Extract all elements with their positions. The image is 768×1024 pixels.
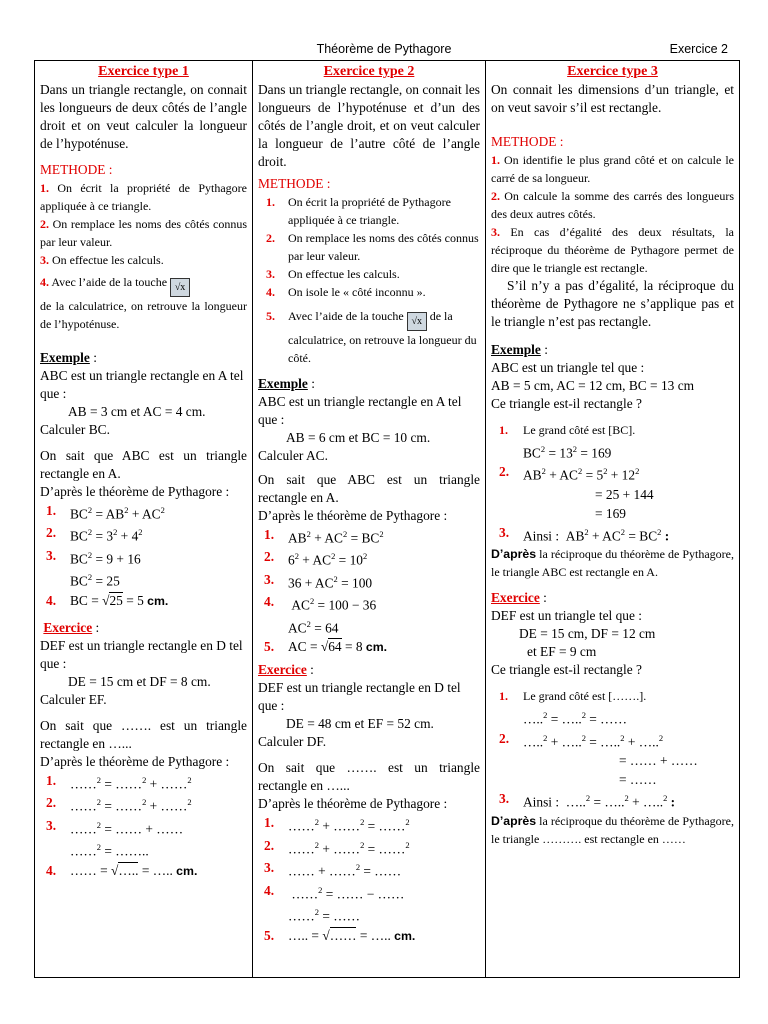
col1-step-3: 3. On effectue les calculs. — [40, 253, 164, 267]
col1-ex-q: Calculer EF. — [40, 691, 107, 707]
page-title: Théorème de Pythagore — [316, 42, 452, 56]
col3-exemple-data: AB = 5 cm, AC = 12 cm, BC = 13 cm — [491, 378, 695, 393]
col1-step-2: 2. On remplace les noms des côtés connus par leur valeur. — [40, 217, 247, 249]
col2-steps: 1. On écrit la propriété de Pythagore appliquée à ce triangle. 2. On remplace les noms des côtés connus par leur valeur. 3. On effectue les calculs. 4. On isole le « côté inconnu ». 5. Avec l’aide de la touche √x de la calculatrice, on retrouve la longueur du côté. — [266, 195, 479, 365]
col3-ex-conclusion: D’après la réciproque du théorème de Pythagore, le triangle ………. est rectangle en …… — [491, 813, 734, 846]
col1-step-4b: de la calculatrice, on retrouve la longueur de l’hypoténuse. — [40, 299, 247, 331]
col2-ex-data: DE = 48 cm et EF = 52 cm. — [286, 716, 434, 732]
col1-exemple-data: AB = 3 cm et AC = 4 cm. — [68, 404, 206, 419]
col2-ex-equations: 1. ……$^2$ + ……$^2$ = ……$^2$ 2. ……$^2$ + ……$^2$ = ……$^2$ 3. …… + ……$^2$ = …… 4. ……$^2$ = …… − …… ……$^2$ = …… 5. ….. = √…… = ….. cm. — [264, 815, 416, 943]
col1-sol-2: D’après le théorème de Pythagore : — [40, 484, 230, 499]
col1-exemple-text: ABC est un triangle rectangle en A tel que : — [40, 368, 244, 401]
col1-sol-1: On sait que ABC est un triangle rectangle en A. — [40, 448, 247, 481]
col2-methode: METHODE : — [258, 176, 331, 191]
col3-example-steps: 1. Le grand côté est [BC]. $BC^2 = 13^2 = 169$ 2. $AB^2 + AC^2 = 5^2 + 12^2$ = 25 + 144 = 169 3. Ainsi : $AB^2 + AC^2 = BC^2$ : — [499, 423, 670, 544]
col3-note: S’il n’y a pas d’égalité, la réciproque du théorème de Pythagore ne s’applique pas et le triangle n’est pas rectangle. — [491, 278, 734, 329]
col1-ex-data: DE = 15 cm et DF = 8 cm. — [68, 673, 211, 689]
col3-step-2: 2. On calcule la somme des carrés des longueurs des deux autres côtés. — [491, 189, 735, 221]
col2-exemple-data: AB = 6 cm et BC = 10 cm. — [286, 430, 431, 445]
sqrt-key-icon: √x — [170, 278, 190, 297]
col3-methode: METHODE : — [491, 134, 564, 149]
col1-methode: METHODE : — [40, 162, 113, 177]
column-1-title: Exercice type 1 — [98, 64, 189, 79]
col3-step-1: 1. On identifie le plus grand côté et on calcule le carré de sa longueur. — [491, 153, 735, 185]
col3-ex-data-1: DE = 15 cm, DF = 12 cm — [519, 626, 656, 642]
column-2-title: Exercice type 2 — [323, 64, 415, 79]
col3-exemple-text: ABC est un triangle tel que : — [491, 360, 645, 375]
col2-ex-text: DEF est un triangle rectangle en D tel que : — [258, 680, 461, 714]
column-type-2 — [253, 61, 486, 978]
col2-ex-q: Calculer DF. — [258, 734, 327, 750]
column-type-3 — [486, 61, 740, 978]
col2-exemple-label: Exemple : — [258, 376, 315, 391]
col1-equations: 1. $BC^2 = AB^2 + AC^2$ 2. $BC^2 = 3^2 + 4^2$ 3. $BC^2 = 9 + 16$ $BC^2 = 25$ 4. BC = √25 = 5 cm. — [46, 503, 169, 608]
worksheet-table — [34, 60, 740, 978]
col1-ex-sol-2: D’après le théorème de Pythagore : — [40, 753, 230, 769]
col3-exercise-steps: 1. Le grand côté est […….]. …..$^2$ = …..$^2$ = …… 2. …..$^2$ + …..$^2$ = …..$^2$ + …..$^2$ = …… + …… = …… 3. Ainsi : …..$^2$ = …..$^2$ + …..$^2$ : — [499, 689, 698, 810]
col2-exemple-q: Calculer AC. — [258, 448, 328, 463]
col3-exercice-label: Exercice : — [491, 590, 547, 606]
col3-exemple-q: Ce triangle est-il rectangle ? — [491, 396, 642, 411]
col2-exemple-text: ABC est un triangle rectangle en A tel que : — [258, 394, 462, 427]
col3-ex-q: Ce triangle est-il rectangle ? — [491, 662, 642, 678]
column-type-1 — [35, 61, 253, 978]
col3-conclusion: D’après la réciproque du théorème de Pythagore, le triangle ABC est rectangle en A. — [491, 547, 734, 580]
page-header — [0, 40, 768, 60]
col1-step-4: 4. Avec l’aide de la touche √x — [40, 273, 247, 297]
col3-exemple-label: Exemple : — [491, 342, 548, 357]
col3-intro: On connait les dimensions d’un triangle, et on veut savoir s’il est rectangle. — [491, 82, 734, 115]
col2-sol-1: On sait que ABC est un triangle rectangle en A. — [258, 472, 480, 505]
column-3-title: Exercice type 3 — [567, 64, 658, 79]
col2-ex-sol-1: On sait que ……. est un triangle rectangle en …... — [258, 760, 480, 794]
col2-ex-sol-2: D’après le théorème de Pythagore : — [258, 796, 448, 812]
col1-exemple-q: Calculer BC. — [40, 422, 110, 437]
col1-ex-equations: 1. ……$^2$ = ……$^2$ + ……$^2$ 2. ……$^2$ = ……$^2$ + ……$^2$ 3. ……$^2$ = …… + …… ……$^2$ = …….. 4. …… = √….. = ….. cm. — [46, 772, 198, 878]
sqrt-key-icon: √x — [407, 312, 427, 331]
col3-ex-text: DEF est un triangle tel que : — [491, 608, 642, 624]
col2-equations: 1. $AB^2 + AC^2 = BC^2$ 2. $6^2 + AC^2 = 10^2$ 3. $36 + AC^2 = 100$ 4. $AC^2 = 100 - 36$ $AC^2 = 64$ 5. AC = √64 = 8 cm. — [264, 527, 388, 655]
col1-exercice-label: Exercice : — [43, 619, 100, 635]
col3-ex-data-2: et EF = 9 cm — [527, 644, 597, 660]
col1-intro: Dans un triangle rectangle, on connait les longueurs de deux côtés de l’angle droit et on veut calculer la longueur de l’hypoténuse. — [40, 82, 247, 151]
col3-step-3: 3. En cas d’égalité des deux résultats, la réciproque du théorème de Pythagore permet de dire que le triangle est rectangle. — [491, 225, 734, 275]
col1-ex-text: DEF est un triangle rectangle en D tel que : — [40, 637, 243, 671]
col2-sol-2: D’après le théorème de Pythagore : — [258, 508, 448, 523]
col2-intro: Dans un triangle rectangle, on connait les longueurs de l’hypoténuse et d’un des côtés de l’angle droit, et on veut calculer la longueur de l’autre côté de l’angle droit. — [258, 82, 480, 169]
col1-step-1: 1. On écrit la propriété de Pythagore appliquée à ce triangle. — [40, 181, 247, 213]
col1-ex-sol-1: On sait que ……. est un triangle rectangle en …... — [40, 717, 247, 751]
col2-exercice-label: Exercice : — [258, 662, 314, 678]
col1-exemple-label: Exemple : — [40, 350, 97, 365]
exercise-number: Exercice 2 — [669, 42, 728, 56]
